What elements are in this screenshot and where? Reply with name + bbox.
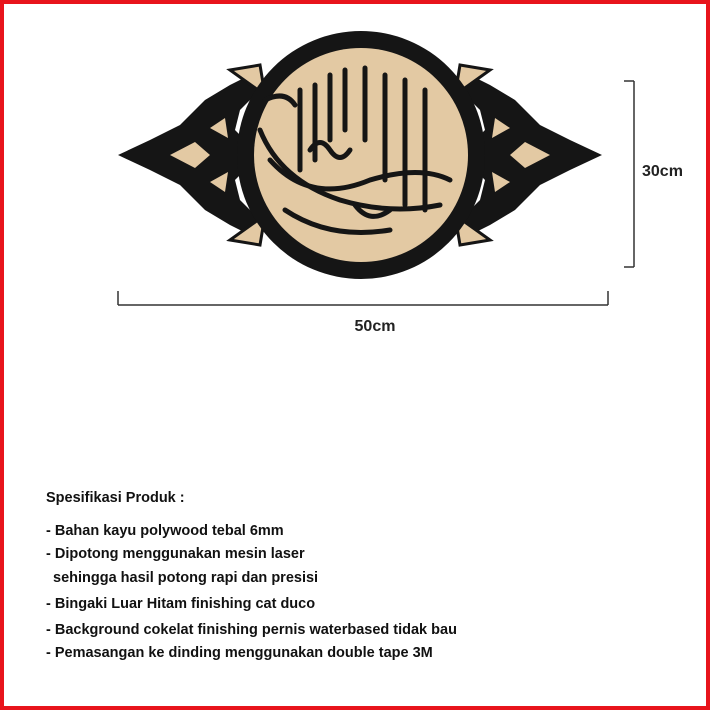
- spec-line: - Bahan kayu polywood tebal 6mm: [46, 523, 284, 539]
- spec-line: - Bingaki Luar Hitam finishing cat duco: [46, 596, 316, 612]
- spec-line: sehingga hasil potong rapi dan presisi: [53, 570, 319, 586]
- height-label: 30cm: [642, 163, 683, 180]
- spec-line: - Pemasangan ke dinding menggunakan double tape 3M: [46, 645, 433, 661]
- spec-line: - Background cokelat finishing pernis waterbased tidak bau: [46, 622, 457, 638]
- calligraphy-wall-art-image: [110, 30, 610, 290]
- product-specifications: [46, 490, 457, 664]
- specs-title: Spesifikasi Produk :: [46, 490, 185, 506]
- spec-line: - Dipotong menggunakan mesin laser: [46, 546, 305, 562]
- width-label: 50cm: [354, 318, 396, 335]
- wood-background: [254, 48, 468, 262]
- width-dimension-line: [117, 289, 609, 309]
- height-dimension-line: [622, 80, 636, 268]
